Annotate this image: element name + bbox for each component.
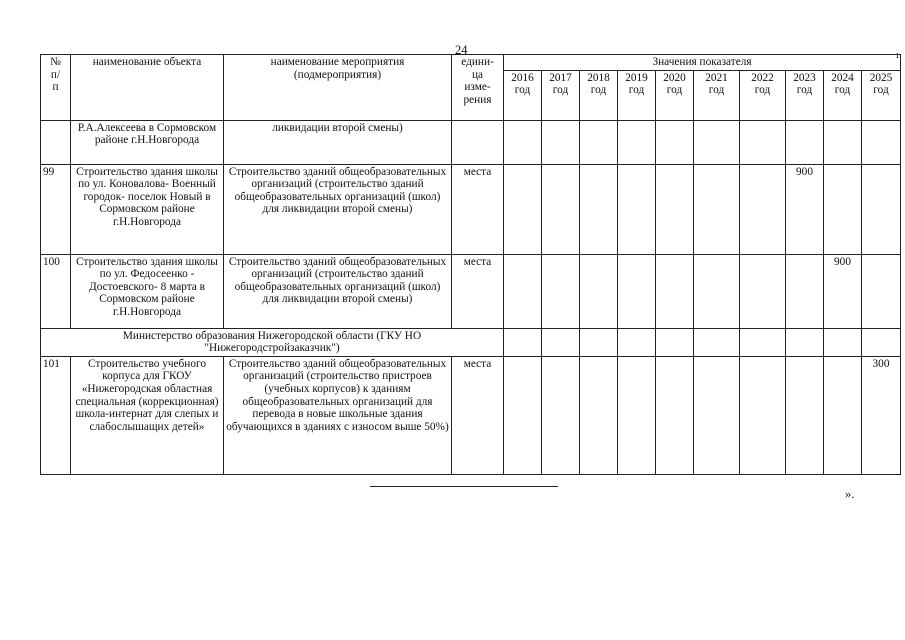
- footnote-rule: [370, 486, 558, 487]
- header-year: [862, 70, 901, 120]
- section-empty-cell: [786, 328, 824, 356]
- header-year-number: 2020: [663, 71, 686, 84]
- header-unit: [452, 55, 504, 121]
- row-value: [542, 356, 580, 474]
- row-value: [862, 164, 901, 254]
- row-value: [694, 254, 740, 328]
- row-value: [862, 120, 901, 164]
- row-value: [694, 164, 740, 254]
- indicators-table: [40, 54, 901, 475]
- row-object: Строительство здания школы по ул. Коновалова- Военный городок- поселок Новый в Сормовском районе г.Н.Новгорода: [71, 164, 224, 254]
- header-year: [740, 70, 786, 120]
- header-year-word: год: [514, 84, 531, 97]
- header-event-line: наименование мероприятия: [270, 56, 405, 68]
- header-year-number: 2025: [869, 71, 893, 84]
- row-number: 99: [41, 164, 71, 254]
- header-year-word: год: [590, 84, 607, 97]
- row-value: [504, 120, 542, 164]
- header-unit-line: рения: [463, 93, 492, 106]
- header-year: [504, 70, 542, 120]
- row-value: [504, 164, 542, 254]
- header-year-number: 2023: [793, 71, 816, 84]
- row-number: 100: [41, 254, 71, 328]
- row-value: [740, 254, 786, 328]
- row-value: [580, 356, 618, 474]
- closing-quote: ».: [845, 487, 855, 501]
- header-year-word: год: [754, 84, 771, 97]
- row-value: [618, 120, 656, 164]
- section-empty-cell: [740, 328, 786, 356]
- section-empty-cell: [580, 328, 618, 356]
- row-value: [656, 120, 694, 164]
- row-value: [786, 254, 824, 328]
- row-value: [504, 356, 542, 474]
- row-value: [618, 254, 656, 328]
- row-value: [786, 356, 824, 474]
- header-num-line: №: [50, 56, 61, 68]
- row-value: [542, 164, 580, 254]
- section-empty-cell: [824, 328, 862, 356]
- table-row: [41, 120, 901, 164]
- corner-mark: ı: [896, 50, 899, 61]
- section-empty-cell: [504, 328, 542, 356]
- header-year-number: 2016: [511, 71, 534, 84]
- row-value: 900: [786, 164, 824, 254]
- section-empty-cell: [618, 328, 656, 356]
- page-number: 24: [455, 43, 468, 57]
- header-event-line: (подмероприятия): [293, 68, 382, 81]
- row-value: [504, 254, 542, 328]
- header-year: [656, 70, 694, 120]
- table-row: [41, 356, 901, 474]
- header-year-number: 2017: [549, 71, 572, 84]
- header-num-line: п: [52, 81, 59, 94]
- row-unit: места: [452, 254, 504, 328]
- row-value: [694, 120, 740, 164]
- header-year-number: 2024: [831, 71, 854, 84]
- header-year-word: год: [796, 84, 813, 97]
- header-year-number: 2018: [587, 71, 610, 84]
- row-event: Строительство зданий общеобразовательных организаций (строительство зданий общеобразовательных организаций (школ) для ликвидации второй смены): [224, 254, 452, 328]
- header-year-number: 2019: [625, 71, 648, 84]
- row-event: ликвидации второй смены): [224, 120, 452, 164]
- header-year-word: год: [873, 84, 889, 97]
- row-unit: места: [452, 356, 504, 474]
- section-empty-cell: [656, 328, 694, 356]
- row-value: [824, 120, 862, 164]
- header-year: [618, 70, 656, 120]
- row-value: [542, 254, 580, 328]
- table-row: [41, 164, 901, 254]
- header-object: наименование объекта: [71, 55, 224, 121]
- row-value: [740, 120, 786, 164]
- row-value: [580, 120, 618, 164]
- row-value: [618, 356, 656, 474]
- row-value: [824, 164, 862, 254]
- row-value: [542, 120, 580, 164]
- row-object: Строительство здания школы по ул. Федосеенко - Достоевского- 8 марта в Сормовском районе г.Н.Новгорода: [71, 254, 224, 328]
- header-year: [542, 70, 580, 120]
- row-value: [656, 254, 694, 328]
- row-value: [694, 356, 740, 474]
- section-empty-cell: [542, 328, 580, 356]
- header-unit-line: ца: [471, 68, 484, 81]
- header-year: [786, 70, 824, 120]
- row-number: [41, 120, 71, 164]
- header-year: [580, 70, 618, 120]
- row-object: Строительство учебного корпуса для ГКОУ «Нижегородская областная специальная (коррекционная) школа-интернат для слепых и слабослышащих детей»: [71, 356, 224, 474]
- row-value: 900: [824, 254, 862, 328]
- row-value: [618, 164, 656, 254]
- header-num: [41, 55, 71, 121]
- header-year: [694, 70, 740, 120]
- header-year-number: 2021: [705, 71, 728, 84]
- table-row: [41, 254, 901, 328]
- row-event: Строительство зданий общеобразовательных организаций (строительство зданий общеобразовательных организаций (школ) для ликвидации второй смены): [224, 164, 452, 254]
- row-value: [786, 120, 824, 164]
- row-value: [740, 164, 786, 254]
- header-year-word: год: [628, 84, 645, 97]
- header-year-word: год: [552, 84, 569, 97]
- row-value: [580, 164, 618, 254]
- row-value: [740, 356, 786, 474]
- header-year-word: год: [708, 84, 725, 97]
- row-value: [656, 164, 694, 254]
- header-year-number: 2022: [751, 71, 774, 84]
- section-empty-cell: [694, 328, 740, 356]
- row-number: 101: [41, 356, 71, 474]
- header-values-title: Значения показателя: [504, 55, 901, 71]
- row-value: [656, 356, 694, 474]
- row-value: [862, 254, 901, 328]
- header-year-word: год: [834, 84, 851, 97]
- row-value: [824, 356, 862, 474]
- row-value: [580, 254, 618, 328]
- header-unit-line: изме-: [464, 81, 491, 94]
- section-empty-cell: [862, 328, 901, 356]
- section-title-line: Министерство образования Нижегородской области (ГКУ НО: [122, 329, 422, 342]
- row-event: Строительство зданий общеобразовательных организаций (строительство пристроев (учебных корпусов) к зданиям общеобразовательных организаций для перевода в новые школьные здания обучающихся в зданиях с износом выше 50%): [224, 356, 452, 474]
- row-value: 300: [862, 356, 901, 474]
- header-year: [824, 70, 862, 120]
- section-title: [41, 328, 504, 356]
- section-row: [41, 328, 901, 356]
- header-event: [224, 55, 452, 121]
- header-unit-line: едини-: [461, 56, 494, 68]
- header-year-word: год: [666, 84, 683, 97]
- row-unit: места: [452, 164, 504, 254]
- section-title-line: "Нижегородстройзаказчик"): [204, 342, 340, 355]
- row-unit: [452, 120, 504, 164]
- row-object: Р.А.Алексеева в Сормовском районе г.Н.Новгорода: [71, 120, 224, 164]
- header-num-line: п/: [50, 68, 61, 81]
